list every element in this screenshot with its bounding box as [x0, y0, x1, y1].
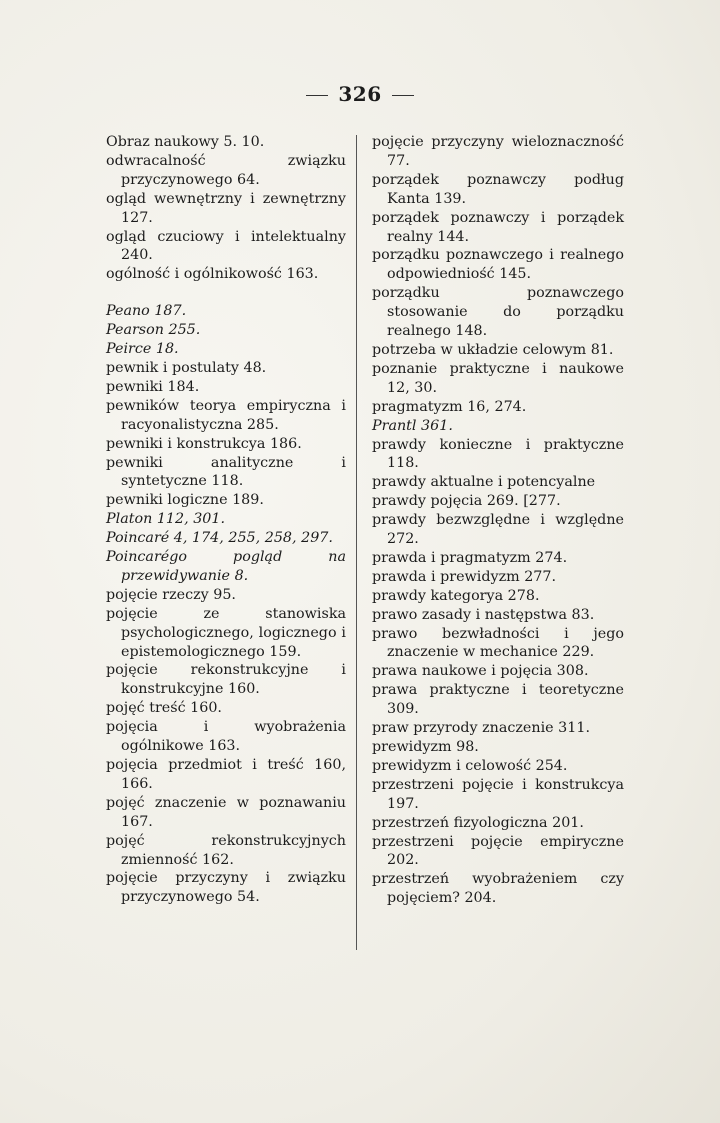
index-entry: pewnik i postulaty 48. [106, 359, 267, 376]
index-column-left [106, 133, 346, 907]
index-entry: ogląd wewnętrzny i zewnętrzny 127. [106, 190, 346, 226]
index-entry: prawdy kategorya 278. [372, 587, 540, 604]
index-entry: pojęcie rekonstrukcyjne i konstrukcyjne 160. [106, 662, 346, 698]
index-entry: pewniki 184. [106, 378, 200, 395]
index-entry: ogląd czuciowy i intelektualny 240. [106, 228, 346, 264]
index-entry: przestrzeń wyobrażeniem czy pojęciem? 204. [372, 871, 624, 907]
index-entry: pragmatyzm 16, 274. [372, 398, 527, 415]
page-header [0, 82, 720, 106]
header-dash-right [392, 95, 414, 96]
index-entry: pojęć treść 160. [106, 700, 222, 717]
index-entry: przestrzeni pojęcie empiryczne 202. [372, 833, 624, 869]
index-entry: Poincaré 4, 174, 255, 258, 297. [106, 530, 333, 547]
index-entry: pewniki i konstrukcya 186. [106, 435, 302, 452]
index-entry: porządek poznawczy podług Kanta 139. [372, 171, 624, 207]
index-entry: ogólność i ogólnikowość 163. [106, 266, 319, 283]
index-entry: Obraz naukowy 5. 10. [106, 134, 265, 150]
index-entry: Prantl 361. [372, 417, 453, 434]
index-entry: prawdy bezwzględne i względne 272. [372, 512, 624, 548]
index-entry: pojęcie przyczyny wieloznaczność 77. [372, 134, 624, 169]
index-entry: prawdy konieczne i praktyczne 118. [372, 436, 624, 472]
column-divider [356, 135, 357, 950]
index-entry: prawa naukowe i pojęcia 308. [372, 663, 589, 680]
index-entry: Platon 112, 301. [106, 511, 226, 528]
index-entry: prawdy pojęcia 269. [277. [372, 493, 561, 510]
index-entry: prawo bezwładności i jego znaczenie w mechanice 229. [372, 625, 624, 661]
index-entry: Pearson 255. [106, 322, 201, 339]
index-entry: prewidyzm 98. [372, 739, 479, 755]
index-entry: pojęć znaczenie w poznawaniu 167. [106, 794, 346, 830]
index-entry: pewniki logiczne 189. [106, 492, 264, 509]
index-entry: prawda i pragmatyzm 274. [372, 549, 568, 566]
index-entry: porządku poznawczego stosowanie do porządku realnego 148. [372, 285, 624, 340]
index-entry: prewidyzm i celowość 254. [372, 757, 568, 774]
index-entry: prawa praktyczne i teoretyczne 309. [372, 682, 624, 718]
index-entry: pojęcia przedmiot i treść 160, 166. [106, 757, 346, 792]
index-entry: prawda i prewidyzm 277. [372, 568, 557, 585]
index-entry: Poincarégo pogląd na przewidywanie 8. [106, 549, 346, 584]
index-entry: prawdy aktualne i potencyalne [372, 474, 596, 491]
index-entry: przestrzeń fizyologiczna 201. [372, 814, 584, 831]
index-entry: porządku poznawczego i realnego odpowiedniość 145. [372, 247, 624, 283]
index-entry: pojęcia i wyobrażenia ogólnikowe 163. [106, 719, 346, 755]
index-entry: odwracalność związku przyczynowego 64. [106, 152, 346, 188]
index-entry: prawo zasady i następstwa 83. [372, 606, 595, 623]
index-column-right [372, 133, 624, 908]
index-entry: pojęcie rzeczy 95. [106, 586, 236, 603]
header-dash-left [306, 95, 328, 96]
index-entry: poznanie praktyczne i naukowe 12, 30. [372, 360, 624, 396]
index-entry: pojęcie przyczyny i związku przyczynowego 54. [106, 870, 346, 906]
index-entry: porządek poznawczy i porządek realny 144. [372, 209, 624, 245]
index-entry: przestrzeni pojęcie i konstrukcya 197. [372, 776, 624, 812]
index-entry: pewników teorya empiryczna i racyonalistyczna 285. [106, 397, 346, 433]
index-entry: pojęcie ze stanowiska psychologicznego, logicznego i epistemologicznego 159. [106, 605, 346, 660]
page-number: 326 [338, 82, 382, 106]
index-entry: potrzeba w układzie celowym 81. [372, 341, 614, 358]
index-entry: Peano 187. [106, 303, 187, 320]
index-entry: pojęć rekonstrukcyjnych zmienność 162. [106, 832, 346, 868]
index-entry: praw przyrody znaczenie 311. [372, 720, 590, 737]
index-entry: pewniki analityczne i syntetyczne 118. [106, 454, 346, 490]
index-entry: Peirce 18. [106, 341, 179, 358]
